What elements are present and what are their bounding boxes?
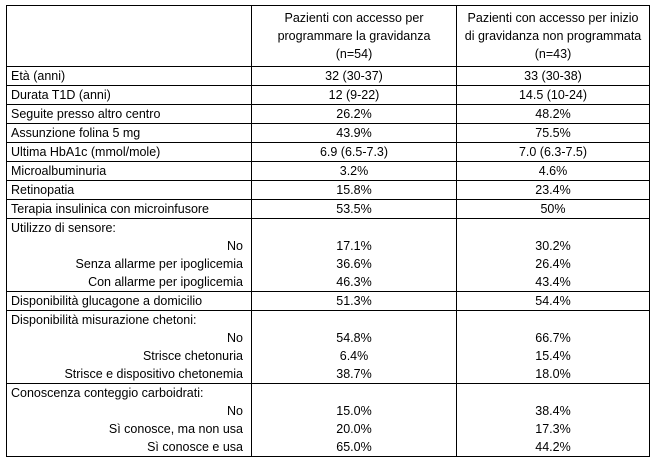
sub-row-label: Sì conosce, ma non usa bbox=[7, 420, 252, 438]
table-row bbox=[7, 124, 650, 143]
group-title-row bbox=[7, 311, 650, 330]
table-row bbox=[7, 105, 650, 124]
group-title: Utilizzo di sensore: bbox=[7, 219, 252, 238]
value-planned: 26.2% bbox=[252, 105, 457, 124]
empty-cell bbox=[252, 311, 457, 330]
sub-row-label: Con allarme per ipoglicemia bbox=[7, 273, 252, 292]
table-row bbox=[7, 329, 650, 347]
value-planned: 54.8% bbox=[252, 329, 457, 347]
header-empty-cell bbox=[7, 6, 252, 67]
value-unplanned: 18.0% bbox=[457, 365, 650, 384]
value-planned: 32 (30-37) bbox=[252, 67, 457, 86]
header-unplanned-pregnancy: Pazienti con accesso per inizio di gravidanza non programmata (n=43) bbox=[457, 6, 650, 67]
value-unplanned: 66.7% bbox=[457, 329, 650, 347]
value-unplanned: 43.4% bbox=[457, 273, 650, 292]
table-row bbox=[7, 273, 650, 292]
value-planned: 46.3% bbox=[252, 273, 457, 292]
group-title-row bbox=[7, 219, 650, 238]
row-label: Retinopatia bbox=[7, 181, 252, 200]
table-row bbox=[7, 420, 650, 438]
sub-row-label: No bbox=[7, 402, 252, 420]
group-title: Disponibilità misurazione chetoni: bbox=[7, 311, 252, 330]
value-planned: 65.0% bbox=[252, 438, 457, 457]
value-planned: 36.6% bbox=[252, 255, 457, 273]
row-label: Microalbuminuria bbox=[7, 162, 252, 181]
header-programmed-pregnancy: Pazienti con accesso per programmare la gravidanza (n=54) bbox=[252, 6, 457, 67]
group-title-row bbox=[7, 384, 650, 403]
table-container bbox=[6, 5, 649, 457]
table-row bbox=[7, 181, 650, 200]
value-planned: 6.4% bbox=[252, 347, 457, 365]
table-row bbox=[7, 86, 650, 105]
sub-row-label: No bbox=[7, 237, 252, 255]
value-planned: 53.5% bbox=[252, 200, 457, 219]
value-planned: 15.8% bbox=[252, 181, 457, 200]
value-unplanned: 38.4% bbox=[457, 402, 650, 420]
sub-row-label: Strisce e dispositivo chetonemia bbox=[7, 365, 252, 384]
value-planned: 15.0% bbox=[252, 402, 457, 420]
value-planned: 20.0% bbox=[252, 420, 457, 438]
value-unplanned: 17.3% bbox=[457, 420, 650, 438]
value-planned: 51.3% bbox=[252, 292, 457, 311]
comparison-table bbox=[6, 5, 650, 457]
row-label: Ultima HbA1c (mmol/mole) bbox=[7, 143, 252, 162]
table-row bbox=[7, 255, 650, 273]
value-unplanned: 54.4% bbox=[457, 292, 650, 311]
value-unplanned: 48.2% bbox=[457, 105, 650, 124]
value-unplanned: 15.4% bbox=[457, 347, 650, 365]
value-unplanned: 75.5% bbox=[457, 124, 650, 143]
table-row bbox=[7, 143, 650, 162]
value-unplanned: 14.5 (10-24) bbox=[457, 86, 650, 105]
value-unplanned: 30.2% bbox=[457, 237, 650, 255]
value-unplanned: 23.4% bbox=[457, 181, 650, 200]
table-row bbox=[7, 438, 650, 457]
value-planned: 6.9 (6.5-7.3) bbox=[252, 143, 457, 162]
table-row bbox=[7, 292, 650, 311]
sub-row-label: Strisce chetonuria bbox=[7, 347, 252, 365]
table-row bbox=[7, 347, 650, 365]
empty-cell bbox=[457, 219, 650, 238]
table-row bbox=[7, 402, 650, 420]
value-unplanned: 4.6% bbox=[457, 162, 650, 181]
value-unplanned: 33 (30-38) bbox=[457, 67, 650, 86]
sub-row-label: Senza allarme per ipoglicemia bbox=[7, 255, 252, 273]
sub-row-label: Sì conosce e usa bbox=[7, 438, 252, 457]
table-row bbox=[7, 200, 650, 219]
row-label: Disponibilità glucagone a domicilio bbox=[7, 292, 252, 311]
value-planned: 3.2% bbox=[252, 162, 457, 181]
row-label: Seguite presso altro centro bbox=[7, 105, 252, 124]
empty-cell bbox=[457, 311, 650, 330]
group-title: Conoscenza conteggio carboidrati: bbox=[7, 384, 252, 403]
value-planned: 43.9% bbox=[252, 124, 457, 143]
empty-cell bbox=[252, 384, 457, 403]
value-unplanned: 7.0 (6.3-7.5) bbox=[457, 143, 650, 162]
sub-row-label: No bbox=[7, 329, 252, 347]
row-label: Terapia insulinica con microinfusore bbox=[7, 200, 252, 219]
value-unplanned: 26.4% bbox=[457, 255, 650, 273]
value-planned: 12 (9-22) bbox=[252, 86, 457, 105]
table-row bbox=[7, 67, 650, 86]
value-unplanned: 44.2% bbox=[457, 438, 650, 457]
table-row bbox=[7, 237, 650, 255]
value-planned: 38.7% bbox=[252, 365, 457, 384]
table-header-row bbox=[7, 6, 650, 67]
table-row bbox=[7, 162, 650, 181]
table-row bbox=[7, 365, 650, 384]
row-label: Età (anni) bbox=[7, 67, 252, 86]
row-label: Durata T1D (anni) bbox=[7, 86, 252, 105]
value-planned: 17.1% bbox=[252, 237, 457, 255]
empty-cell bbox=[252, 219, 457, 238]
empty-cell bbox=[457, 384, 650, 403]
row-label: Assunzione folina 5 mg bbox=[7, 124, 252, 143]
value-unplanned: 50% bbox=[457, 200, 650, 219]
